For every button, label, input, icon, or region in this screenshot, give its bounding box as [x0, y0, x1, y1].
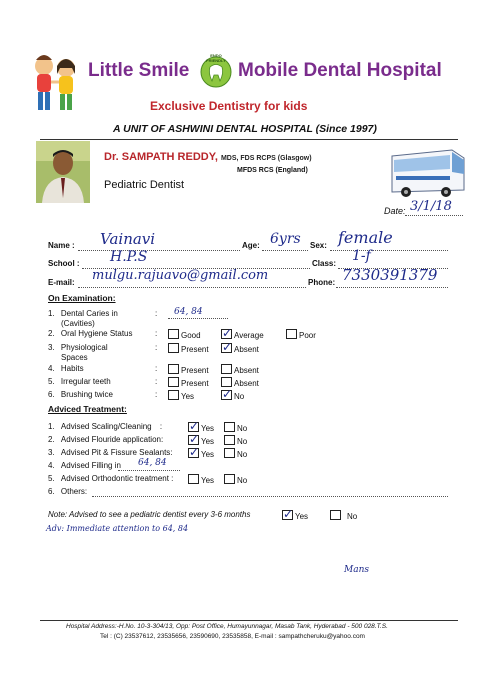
class-label: Class: — [312, 259, 337, 268]
note-no-option[interactable] — [330, 510, 357, 521]
exam-colon: : — [155, 343, 158, 352]
exam-item-habits — [48, 364, 84, 373]
advised-label: Advised Filling in — [60, 461, 121, 470]
checkbox-checked[interactable] — [221, 326, 233, 340]
checkbox-checked[interactable] — [282, 507, 294, 521]
name-line — [78, 250, 240, 251]
email-line — [78, 287, 306, 288]
orthodontic-no-option[interactable] — [224, 474, 247, 485]
exam-colon: : — [155, 390, 158, 399]
hospital-title-part1: Little Smile — [88, 60, 190, 81]
tagline: Exclusive Dentistry for kids — [150, 99, 308, 113]
doctor-quals: MDS, FDS RCPS (Glasgow) — [220, 155, 312, 162]
advised-number: 3. — [48, 448, 55, 457]
advised-number: 4. — [48, 461, 55, 470]
option-label: No — [237, 450, 248, 459]
check-mark-icon: ✓ — [222, 326, 233, 340]
fluoride-no-option[interactable] — [224, 435, 247, 446]
option-label: Yes — [201, 450, 215, 459]
option-label: Average — [234, 331, 264, 340]
brushing-no-option[interactable] — [221, 387, 245, 401]
note-text: Note: Advised to see a pediatric dentist every 3-6 months — [48, 510, 251, 519]
option-label: No — [237, 437, 248, 446]
brushing-yes-option[interactable] — [168, 390, 194, 401]
checkbox[interactable] — [224, 448, 235, 458]
others-line — [92, 496, 448, 497]
oral-poor-option[interactable] — [286, 329, 316, 340]
advised-item-scaling — [48, 422, 162, 431]
exam-colon: : — [155, 364, 158, 373]
exam-label-sub: (Cavities) — [61, 319, 95, 328]
email-value: mulgu.rajuavo@gmail.com — [92, 268, 269, 283]
checkbox[interactable] — [188, 474, 199, 484]
sex-line — [330, 250, 448, 251]
option-label: Poor — [299, 331, 316, 340]
email-label: E-mail: — [48, 278, 75, 287]
exam-item-physiological — [48, 343, 108, 352]
checkbox[interactable] — [224, 435, 235, 445]
exam-item-oral-hygiene — [48, 329, 133, 338]
checkbox[interactable] — [168, 377, 179, 387]
colon: : — [159, 422, 163, 431]
exam-label: Irregular teeth — [60, 377, 111, 386]
age-line — [262, 250, 308, 251]
exam-item-caries — [48, 309, 118, 318]
sealants-yes-option[interactable] — [188, 445, 215, 459]
checkbox[interactable] — [168, 329, 179, 339]
school-value: H.P.S — [110, 249, 148, 265]
oral-good-option[interactable] — [168, 329, 201, 340]
name-value: Vainavi — [100, 230, 156, 248]
option-label: Present — [181, 366, 209, 375]
oral-average-option[interactable] — [221, 326, 264, 340]
advised-label: Advised Pit & Fissure Sealants: — [60, 448, 173, 457]
habits-absent-option[interactable] — [221, 364, 259, 375]
caries-value: 64, 84 — [174, 307, 203, 317]
exam-number: 3. — [48, 343, 55, 352]
hospital-title-part2: Mobile Dental Hospital — [238, 60, 442, 81]
option-label: Yes — [295, 512, 309, 521]
spaces-absent-option[interactable] — [221, 340, 259, 354]
advised-item-sealants — [48, 448, 173, 457]
advised-number: 2. — [48, 435, 55, 444]
option-label: No — [237, 476, 248, 485]
exam-number: 1. — [48, 309, 55, 318]
advised-number: 5. — [48, 474, 55, 483]
option-label: Yes — [201, 424, 215, 433]
advised-label: Advised Orthodontic treatment : — [60, 474, 174, 483]
exam-colon: : — [155, 329, 158, 338]
signature: Mans — [344, 565, 369, 575]
option-label: Absent — [234, 366, 259, 375]
caries-line — [168, 318, 228, 319]
doctor-name — [104, 151, 312, 163]
exam-item-irregular-teeth — [48, 377, 111, 386]
doctor-quals2: MFDS RCS (England) — [237, 167, 308, 174]
phone-label: Phone: — [308, 278, 336, 287]
checkbox-checked[interactable] — [221, 340, 233, 354]
footer-contact: Tel : (C) 23537612, 23535656, 23590690, 23535858, E-mail : sampathcheruku@yahoo.com — [100, 633, 365, 640]
note-yes-option[interactable] — [282, 507, 309, 521]
name-label: Name : — [48, 241, 75, 250]
filling-line — [118, 470, 180, 471]
sex-label: Sex: — [310, 241, 327, 250]
doctor-name-text: Dr. SAMPATH REDDY, — [104, 151, 218, 163]
option-label: Yes — [181, 392, 195, 401]
doctor-specialty: Pediatric Dentist — [104, 179, 185, 191]
advised-label: Others: — [60, 487, 88, 496]
doctor-photo — [36, 141, 90, 203]
checkbox[interactable] — [224, 474, 235, 484]
age-value: 6yrs — [270, 231, 301, 247]
check-mark-icon: ✓ — [222, 340, 233, 354]
exam-number: 2. — [48, 329, 55, 338]
checkbox[interactable] — [168, 364, 179, 374]
date-label: Date: — [384, 206, 406, 216]
footer-address: Hospital Address:-H.No. 10-3-304/13, Opp: Post Office, Humayunnagar, Masab Tank, Hyderabad - 500 028.T.S. — [66, 623, 388, 630]
exam-colon: : — [155, 377, 158, 386]
check-mark-icon: ✓ — [189, 445, 200, 459]
tooth-logo — [200, 53, 232, 88]
checkbox[interactable] — [286, 329, 297, 339]
option-label: Present — [181, 345, 209, 354]
exam-label-sub: Spaces — [61, 353, 88, 362]
date-line — [405, 215, 463, 216]
exam-label: Dental Caries in — [60, 309, 118, 318]
checkbox-checked[interactable] — [188, 419, 200, 433]
option-label: No — [347, 512, 358, 521]
exam-number: 6. — [48, 390, 55, 399]
filling-value: 64, 84 — [138, 458, 167, 468]
advised-number: 1. — [48, 422, 55, 431]
exam-number: 4. — [48, 364, 55, 373]
checkbox[interactable] — [168, 343, 179, 353]
advised-item-filling — [48, 461, 121, 470]
exam-label: Physiological — [60, 343, 108, 352]
advised-heading: Adviced Treatment: — [48, 404, 127, 414]
advised-item-orthodontic — [48, 474, 173, 483]
school-label: School : — [48, 259, 80, 268]
examination-heading: On Examination: — [48, 293, 116, 303]
checkbox-checked[interactable] — [188, 445, 200, 459]
option-label: Absent — [234, 379, 259, 388]
exam-label: Brushing twice — [60, 390, 113, 399]
checkbox-checked[interactable] — [221, 387, 233, 401]
header-divider — [40, 139, 458, 140]
footer-divider — [40, 620, 458, 621]
exam-colon: : — [155, 309, 158, 318]
orthodontic-yes-option[interactable] — [188, 474, 214, 485]
kids-logo — [24, 52, 84, 114]
advised-label: Advised Flouride application: — [60, 435, 164, 444]
option-label: Good — [181, 331, 201, 340]
checkbox[interactable] — [224, 422, 235, 432]
irregular-present-option[interactable] — [168, 377, 209, 388]
age-label: Age: — [242, 241, 260, 250]
check-mark-icon: ✓ — [222, 387, 233, 401]
spaces-present-option[interactable] — [168, 343, 209, 354]
check-mark-icon: ✓ — [189, 432, 200, 446]
option-label: Present — [181, 379, 209, 388]
logo-center-text: ENDO FRIENDLY — [206, 53, 226, 63]
phone-line — [336, 287, 448, 288]
handwritten-advice: Adv: Immediate attention to 64, 84 — [46, 524, 189, 533]
advised-label: Advised Scaling/Cleaning — [60, 422, 152, 431]
advised-number: 6. — [48, 487, 55, 496]
checkbox[interactable] — [168, 390, 179, 400]
hospital-title — [88, 60, 442, 82]
unit-line: A UNIT OF ASHWINI DENTAL HOSPITAL (Since 1997) — [113, 123, 377, 135]
phone-value: 7330391379 — [342, 266, 438, 284]
checkbox[interactable] — [330, 510, 341, 520]
sex-value: female — [338, 228, 393, 247]
class-value: 1-f — [352, 248, 371, 264]
option-label: No — [234, 392, 245, 401]
option-label: Absent — [234, 345, 259, 354]
exam-label: Oral Hygiene Status — [60, 329, 133, 338]
sealants-no-option[interactable] — [224, 448, 247, 459]
exam-item-brushing — [48, 390, 113, 399]
scaling-no-option[interactable] — [224, 422, 247, 433]
checkbox[interactable] — [221, 364, 232, 374]
advised-item-fluoride — [48, 435, 163, 444]
mobile-dental-bus-image — [388, 146, 468, 198]
advised-item-others — [48, 487, 87, 496]
exam-number: 5. — [48, 377, 55, 386]
check-mark-icon: ✓ — [283, 507, 294, 521]
option-label: No — [237, 424, 248, 433]
habits-present-option[interactable] — [168, 364, 209, 375]
check-mark-icon: ✓ — [189, 419, 200, 433]
date-value: 3/1/18 — [410, 199, 452, 214]
option-label: Yes — [201, 476, 215, 485]
option-label: Yes — [201, 437, 215, 446]
checkbox[interactable] — [221, 377, 232, 387]
exam-label: Habits — [60, 364, 84, 373]
checkbox-checked[interactable] — [188, 432, 200, 446]
date-row — [384, 206, 406, 216]
